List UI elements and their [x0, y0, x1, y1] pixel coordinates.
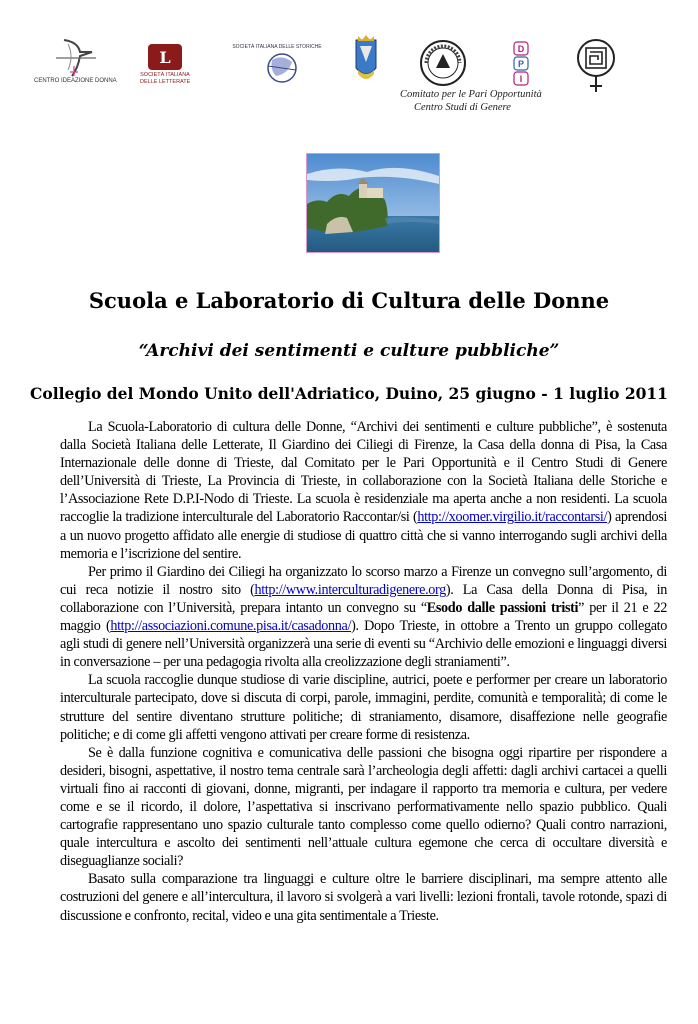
p2-bold-title: Esodo dalle passioni tristi — [426, 599, 579, 616]
p1-text-b: ) aprendosi a un nuovo progetto affidato alle energie di studiose di quattro città che si vanno interrogando sugli archivi della memoria e l’iscrizione del sentire. — [60, 509, 667, 562]
paragraph-1 — [60, 418, 667, 563]
paragraph-3: La scuola raccoglie dunque studiose di varie discipline, autrici, poete e performer per creare un laboratorio interculturale partecipato, dove si discuta di corpi, parole, immagini, perdite, comunità e temporalità; di come le strutture del sentire diventano strutture politiche; di straniamento, disamore, disaffezione nelle geografie politiche; e di come gli affetti vengono attivati per creare forme di resistenza. — [60, 672, 667, 743]
dpi-logo — [513, 40, 531, 88]
dpi-letter-d: D — [517, 44, 525, 54]
dpi-letter-i: I — [519, 74, 523, 84]
cpo-caption-line-1: Comitato per le Pari Opportunità — [400, 89, 542, 100]
sis-caption: SOCIETÀ ITALIANA DELLE STORICHE — [232, 44, 322, 50]
societa-letterate-logo — [140, 42, 190, 86]
page-title: Scuola e Laboratorio di Cultura delle Donne — [88, 288, 610, 313]
page-subtitle: “Archivi dei sentimenti e culture pubbliche” — [138, 341, 560, 361]
p2-text-b: ). La Casa della Donna di Pisa, in collaborazione con l’Università, prepara intanto un convegno su “ — [60, 581, 667, 616]
universita-trieste-seal — [418, 38, 468, 88]
body-text — [60, 418, 667, 925]
p1-text-a: La Scuola-Laboratorio di cultura delle Donne, “Archivi dei sentimenti e culture pubbliche”, è sostenuta dalla Società Italiana delle Letterate, Il Giardino dei Ciliegi di Firenze, la Casa della donna di Pisa, la Casa Internazionale delle donne di Trieste, dal Comitato per le Pari Opportunità e il Centro Studi di Genere dell’Università di Trieste, La Provincia di Trieste, in collaborazione con la Società Italiana delle Storiche e l’Associazione Rete D.P.I-Nodo di Trieste. La scuola è residenziale ma aperta anche a non residenti. La scuola raccoglie la tradizione interculturale del Laboratorio Raccontar/si ( — [60, 419, 667, 526]
p2-text-c: ” per il 21 e 22 maggio ( — [60, 599, 667, 635]
dpi-letter-p: P — [517, 59, 525, 69]
casadonna-link[interactable]: http://associazioni.comune.pisa.it/casadonna/ — [110, 618, 352, 635]
raccontarsi-link[interactable]: http://xoomer.virgilio.it/raccontarsi/ — [417, 509, 608, 526]
intercultura-link[interactable]: http://www.interculturadigenere.org — [254, 581, 446, 598]
sil-caption-1: SOCIETÀ ITALIANA — [140, 72, 190, 78]
centro-ideazione-donna-logo — [34, 38, 117, 84]
duino-castle-photo — [306, 153, 440, 253]
paragraph-4: Se è dalla funzione cognitiva e comunicativa delle passioni che bisogna oggi ripartire per rispondere a desideri, bisogni, aspettative, il nostro tema centrale sarà l’archeologia degli affetti: dagli archivi cartacei a quelli virtuali fino ai racconti di giovani, donne, migranti, per indagare il rapporto tra memoria e cultura, per vedere come e se il ricordo, il dolore, l’aspettativa si inscrivano performativamente nello spazio pubblico. Quali cartografie rappresentano uno spazio culturale tanto complesso come quello odierno? Quali contro narrazioni, quale intercultura e ascolto dei sentimenti nell’attuale cultura egemone che cerca di occultare diversità e diseguaglianze sociali? — [60, 744, 667, 870]
cpo-caption — [400, 88, 542, 114]
maze-venus-logo — [576, 38, 616, 100]
cpo-caption-line-2: Centro Studi di Genere — [414, 102, 511, 113]
paragraph-2 — [60, 563, 667, 672]
svg-text:L: L — [159, 48, 171, 67]
centro-ideazione-caption: CENTRO IDEAZIONE DONNA — [34, 78, 117, 84]
paragraph-5: Basato sulla comparazione tra linguaggi e culture oltre le barriere disciplinari, ma sempre attento alle costruzioni del genere e all’intercultura, il lavoro si svolgerà a vari livelli: lezioni frontali, tavole rotonde, spazi di discussione e confronto, recital, video e una gita sentimentale a Trieste. — [60, 871, 667, 924]
societa-storiche-logo — [232, 44, 322, 84]
logos-row — [0, 34, 698, 114]
sil-caption-2: DELLE LETTERATE — [140, 79, 191, 85]
venue-dates: Collegio del Mondo Unito dell'Adriatico, Duino, 25 giugno - 1 luglio 2011 — [30, 384, 668, 403]
p2-text-d: ). Dopo Trieste, in ottobre a Trento un gruppo collegato agli studi di genere nell’Università organizzerà una serie di eventi su “Archivio delle emozioni e linguaggi diversi in conversazione – per una pedagogia rivolta alla creolizzazione degli straniamenti”. — [60, 618, 667, 671]
p2-text-a: Per primo il Giardino dei Ciliegi ha organizzato lo scorso marzo a Firenze un convegno sull’argomento, di cui reca notizie il nostro sito ( — [60, 563, 667, 598]
provincia-trieste-crest — [352, 34, 380, 88]
